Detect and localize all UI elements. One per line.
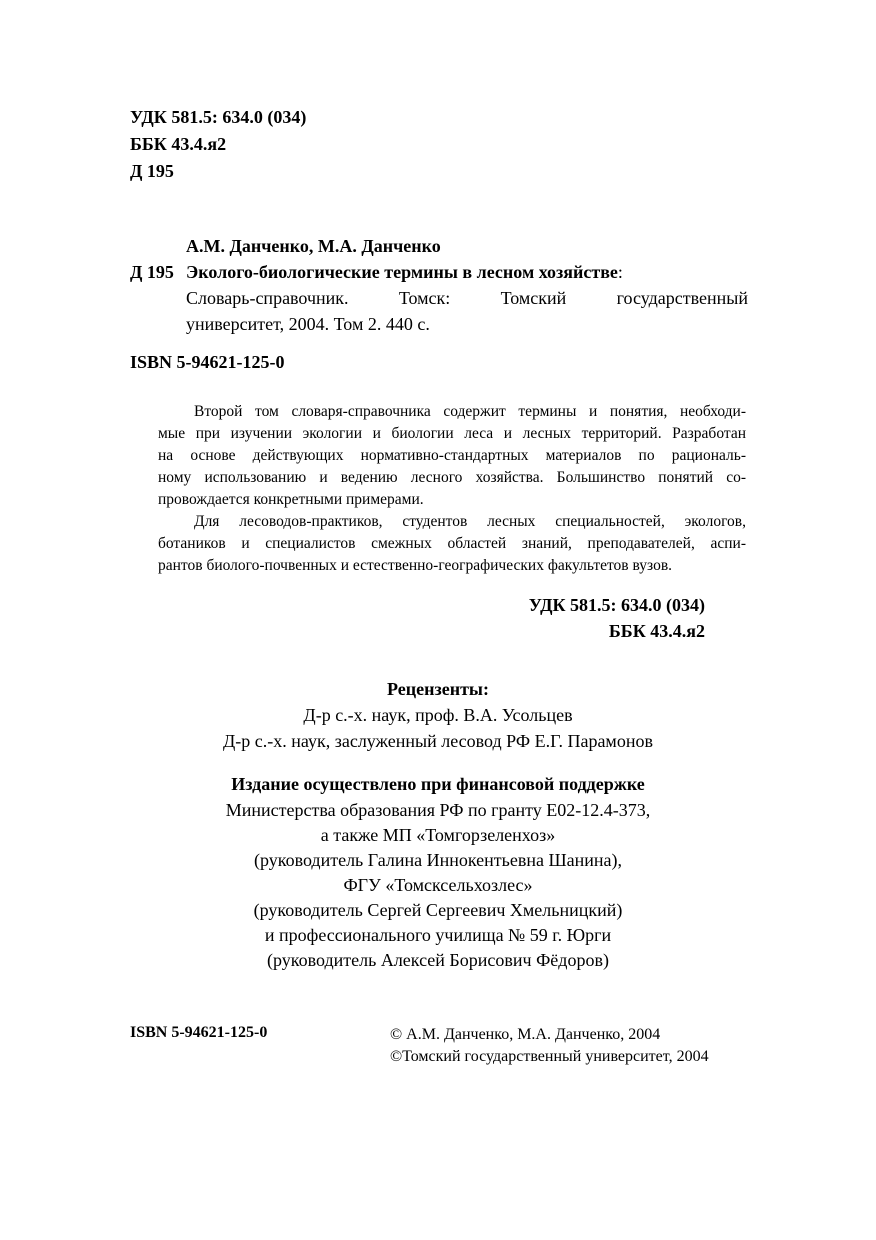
- support-line: Министерства образования РФ по гранту Е02-12.4-373,: [225, 800, 651, 820]
- support-line: ФГУ «Томсксельхозлес»: [343, 875, 533, 895]
- title-colon: :: [617, 262, 623, 282]
- reviewers-block: [0, 676, 876, 754]
- annotation-p1-line: провождается конкретными примерами.: [158, 491, 424, 508]
- top-codes-block: [130, 104, 306, 185]
- entry-line-2: Словарь-справочник. Томск: Томский государственный: [186, 288, 748, 308]
- entry-line-3: университет, 2004. Том 2. 440 с.: [186, 314, 430, 334]
- entry-title-line: [130, 259, 748, 285]
- reviewer-line: Д-р с.-х. наук, заслуженный лесовод РФ Е.Г. Парамонов: [223, 731, 653, 751]
- annotation-p1-line: на основе действующих нормативно-стандартных материалов по рациональ-: [158, 447, 746, 464]
- bbk-top-label: ББК 43.4.я2: [130, 134, 227, 154]
- annotation-p1-line: ному использованию и ведению лесного хозяйства. Большинство понятий со-: [158, 469, 746, 486]
- reviewer-line: Д-р с.-х. наук, проф. В.А. Усольцев: [303, 705, 573, 725]
- support-line: а также МП «Томгорзеленхоз»: [320, 825, 556, 845]
- right-codes-block: [400, 592, 705, 644]
- udk-top-label: УДК 581.5: 634.0 (034): [130, 107, 307, 127]
- udk-right-label: УДК 581.5: 634.0 (034): [528, 595, 705, 615]
- reviewers-heading: Рецензенты:: [387, 679, 489, 699]
- annotation-p2-line: рантов биолого-почвенных и естественно-географических факультетов вузов.: [158, 557, 673, 574]
- copyright-block: [390, 1024, 709, 1068]
- annotation-p1-line: Второй том словаря-справочника содержит термины и понятия, необходи-: [194, 403, 746, 420]
- isbn-top-label: ISBN 5-94621-125-0: [130, 352, 285, 372]
- annotation-p2-line: ботаников и специалистов смежных областей знаний, преподавателей, аспи-: [158, 535, 746, 552]
- annotation-p2-line: Для лесоводов-практиков, студентов лесных специальностей, экологов,: [194, 513, 746, 530]
- copyright-line: ©Томский государственный университет, 2004: [390, 1048, 709, 1065]
- bibliographic-entry: [130, 233, 748, 337]
- catalog-code-top-label: Д 195: [130, 161, 174, 181]
- isbn-bottom-label: ISBN 5-94621-125-0: [130, 1024, 268, 1041]
- copyright-line: © А.М. Данченко, М.А. Данченко, 2004: [390, 1026, 661, 1043]
- bbk-right-label: ББК 43.4.я2: [608, 621, 705, 641]
- annotation-block: [158, 401, 746, 577]
- entry-code: Д 195: [130, 262, 174, 282]
- authors-line: А.М. Данченко, М.А. Данченко: [186, 236, 441, 256]
- annotation-p1-line: мые при изучении экологии и биологии леса и лесных территорий. Разработан: [158, 425, 746, 442]
- support-block: [0, 772, 876, 973]
- support-line: (руководитель Алексей Борисович Фёдоров): [267, 950, 609, 970]
- support-line: (руководитель Галина Иннокентьевна Шанина),: [253, 850, 623, 870]
- support-heading: Издание осуществлено при финансовой поддержке: [231, 774, 645, 794]
- support-line: (руководитель Сергей Сергеевич Хмельницкий): [253, 900, 623, 920]
- support-line: и профессионального училища № 59 г. Юрги: [264, 925, 612, 945]
- book-title: Эколого-биологические термины в лесном хозяйстве: [186, 262, 618, 282]
